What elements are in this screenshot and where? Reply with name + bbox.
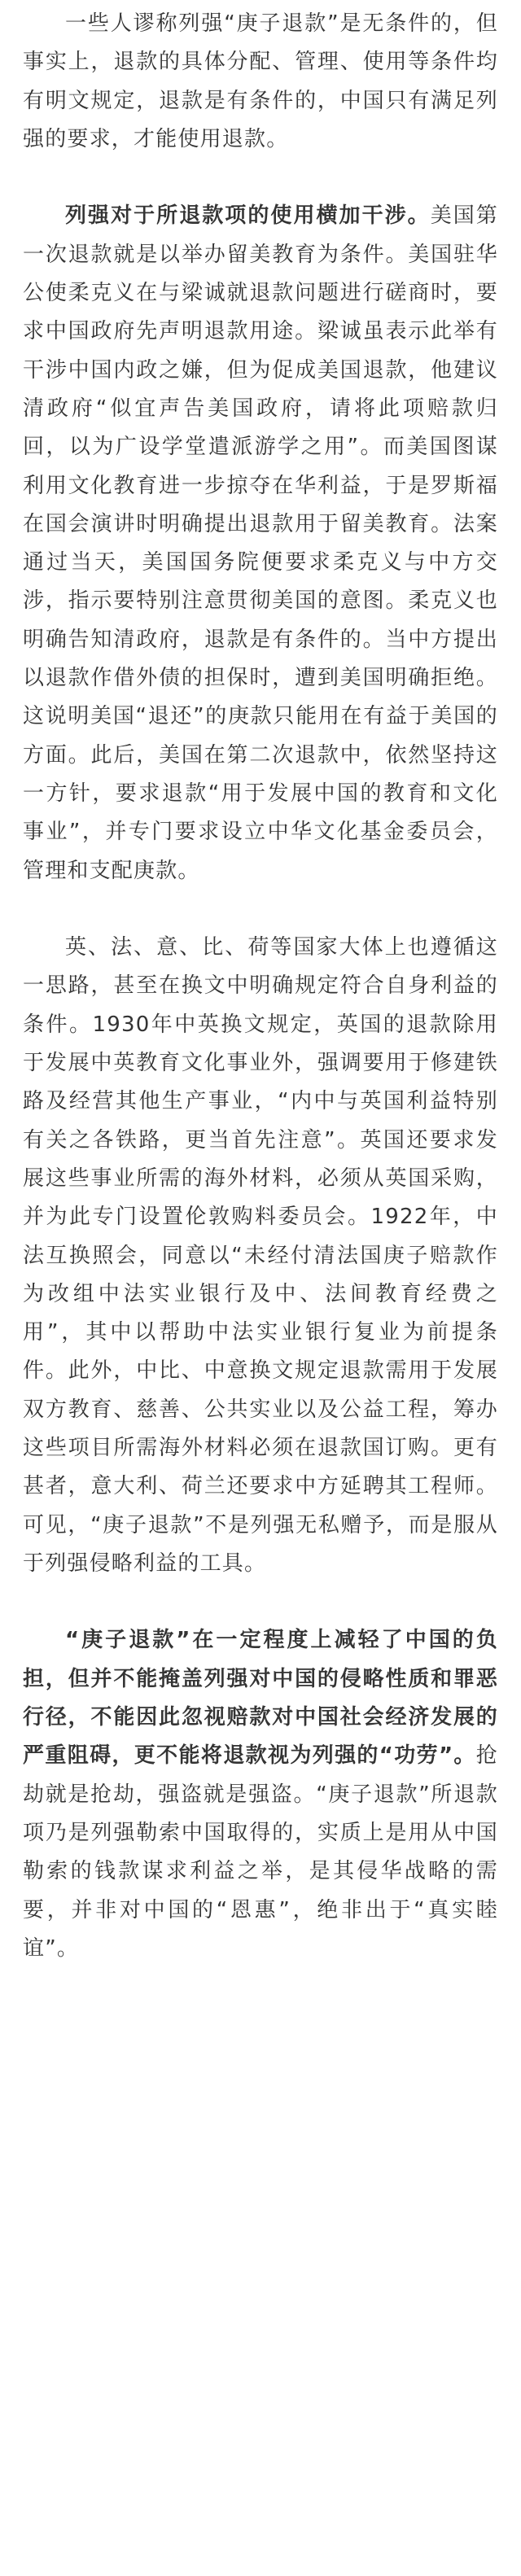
paragraph-2-text: 美国第一次退款就是以举办留美教育为条件。美国驻华公使柔克义在与梁诚就退款问题进行磋商时，要求中国政府先声明退款用途。梁诚虽表示此举有干涉中国内政之嫌，但为促成美国退款，他建议清政府“似宜声告美国政府，请将此项赔款归回，以为广设学堂遣派游学之用”。而美国图谋利用文化教育进一步掠夺在华利益，于是罗斯福在国会演讲时明确提出退款用于留美教育。法案通过当天，美国国务院便要求柔克义与中方交涉，指示要特别注意贯彻美国的意图。柔克义也明确告知清政府，退款是有条件的。当中方提出以退款作借外债的担保时，遭到美国明确拒绝。这说明美国“退还”的庚款只能用在有益于美国的方面。此后，美国在第二次退款中，依然坚持这一方针，要求退款“用于发展中国的教育和文化事业”，并专门要求设立中华文化基金委员会，管理和支配庚款。: [23, 203, 498, 883]
paragraph-3-text: 英、法、意、比、荷等国家大体上也遵循这一思路，甚至在换文中明确规定符合自身利益的条件。1930年中英换文规定，英国的退款除用于发展中英教育文化事业外，强调要用于修建铁路及经营其他生产事业，“内中与英国利益特别有关之各铁路，更当首先注意”。英国还要求发展这些事业所需的海外材料，必须从英国采购，并为此专门设置伦敦购料委员会。1922年，中法互换照会，同意以“未经付清法国庚子赔款作为改组中法实业银行及中、法间教育经费之用”，其中以帮助中法实业银行复业为前提条件。此外，中比、中意换文规定退款需用于发展双方教育、慈善、公共实业以及公益工程，筹办这些项目所需海外材料必须在退款国订购。更有甚者，意大利、荷兰还要求中方延聘其工程师。可见，“庚子退款”不是列强无私赠予，而是服从于列强侵略利益的工具。: [23, 935, 498, 1576]
paragraph-2-lead-sentence: 列强对于所退款项的使用横加干涉。: [65, 203, 431, 229]
paragraph-4-lead-sentence: “庚子退款”在一定程度上减轻了中国的负担，但并不能掩盖列强对中国的侵略性质和罪恶行径，不能因此忽视赔款对中国社会经济发展的严重阻碍，更不能将退款视为列强的“功劳”。: [23, 1628, 498, 1769]
paragraph-3: [23, 929, 498, 1583]
paragraph-1: [23, 5, 498, 159]
paragraph-4-text: 抢劫就是抢劫，强盗就是强盗。“庚子退款”所退款项乃是列强勒索中国取得的，实质上是用从中国勒索的钱款谋求利益之举，是其侵华战略的需要，并非对中国的“恩惠”，绝非出于“真实睦谊”。: [23, 1743, 498, 1961]
article-body: [23, 5, 498, 1968]
paragraph-1-text: 一些人谬称列强“庚子退款”是无条件的，但事实上，退款的具体分配、管理、使用等条件均有明文规定，退款是有条件的，中国只有满足列强的要求，才能使用退款。: [23, 11, 498, 151]
paragraph-2: [23, 197, 498, 890]
paragraph-4: [23, 1621, 498, 1968]
